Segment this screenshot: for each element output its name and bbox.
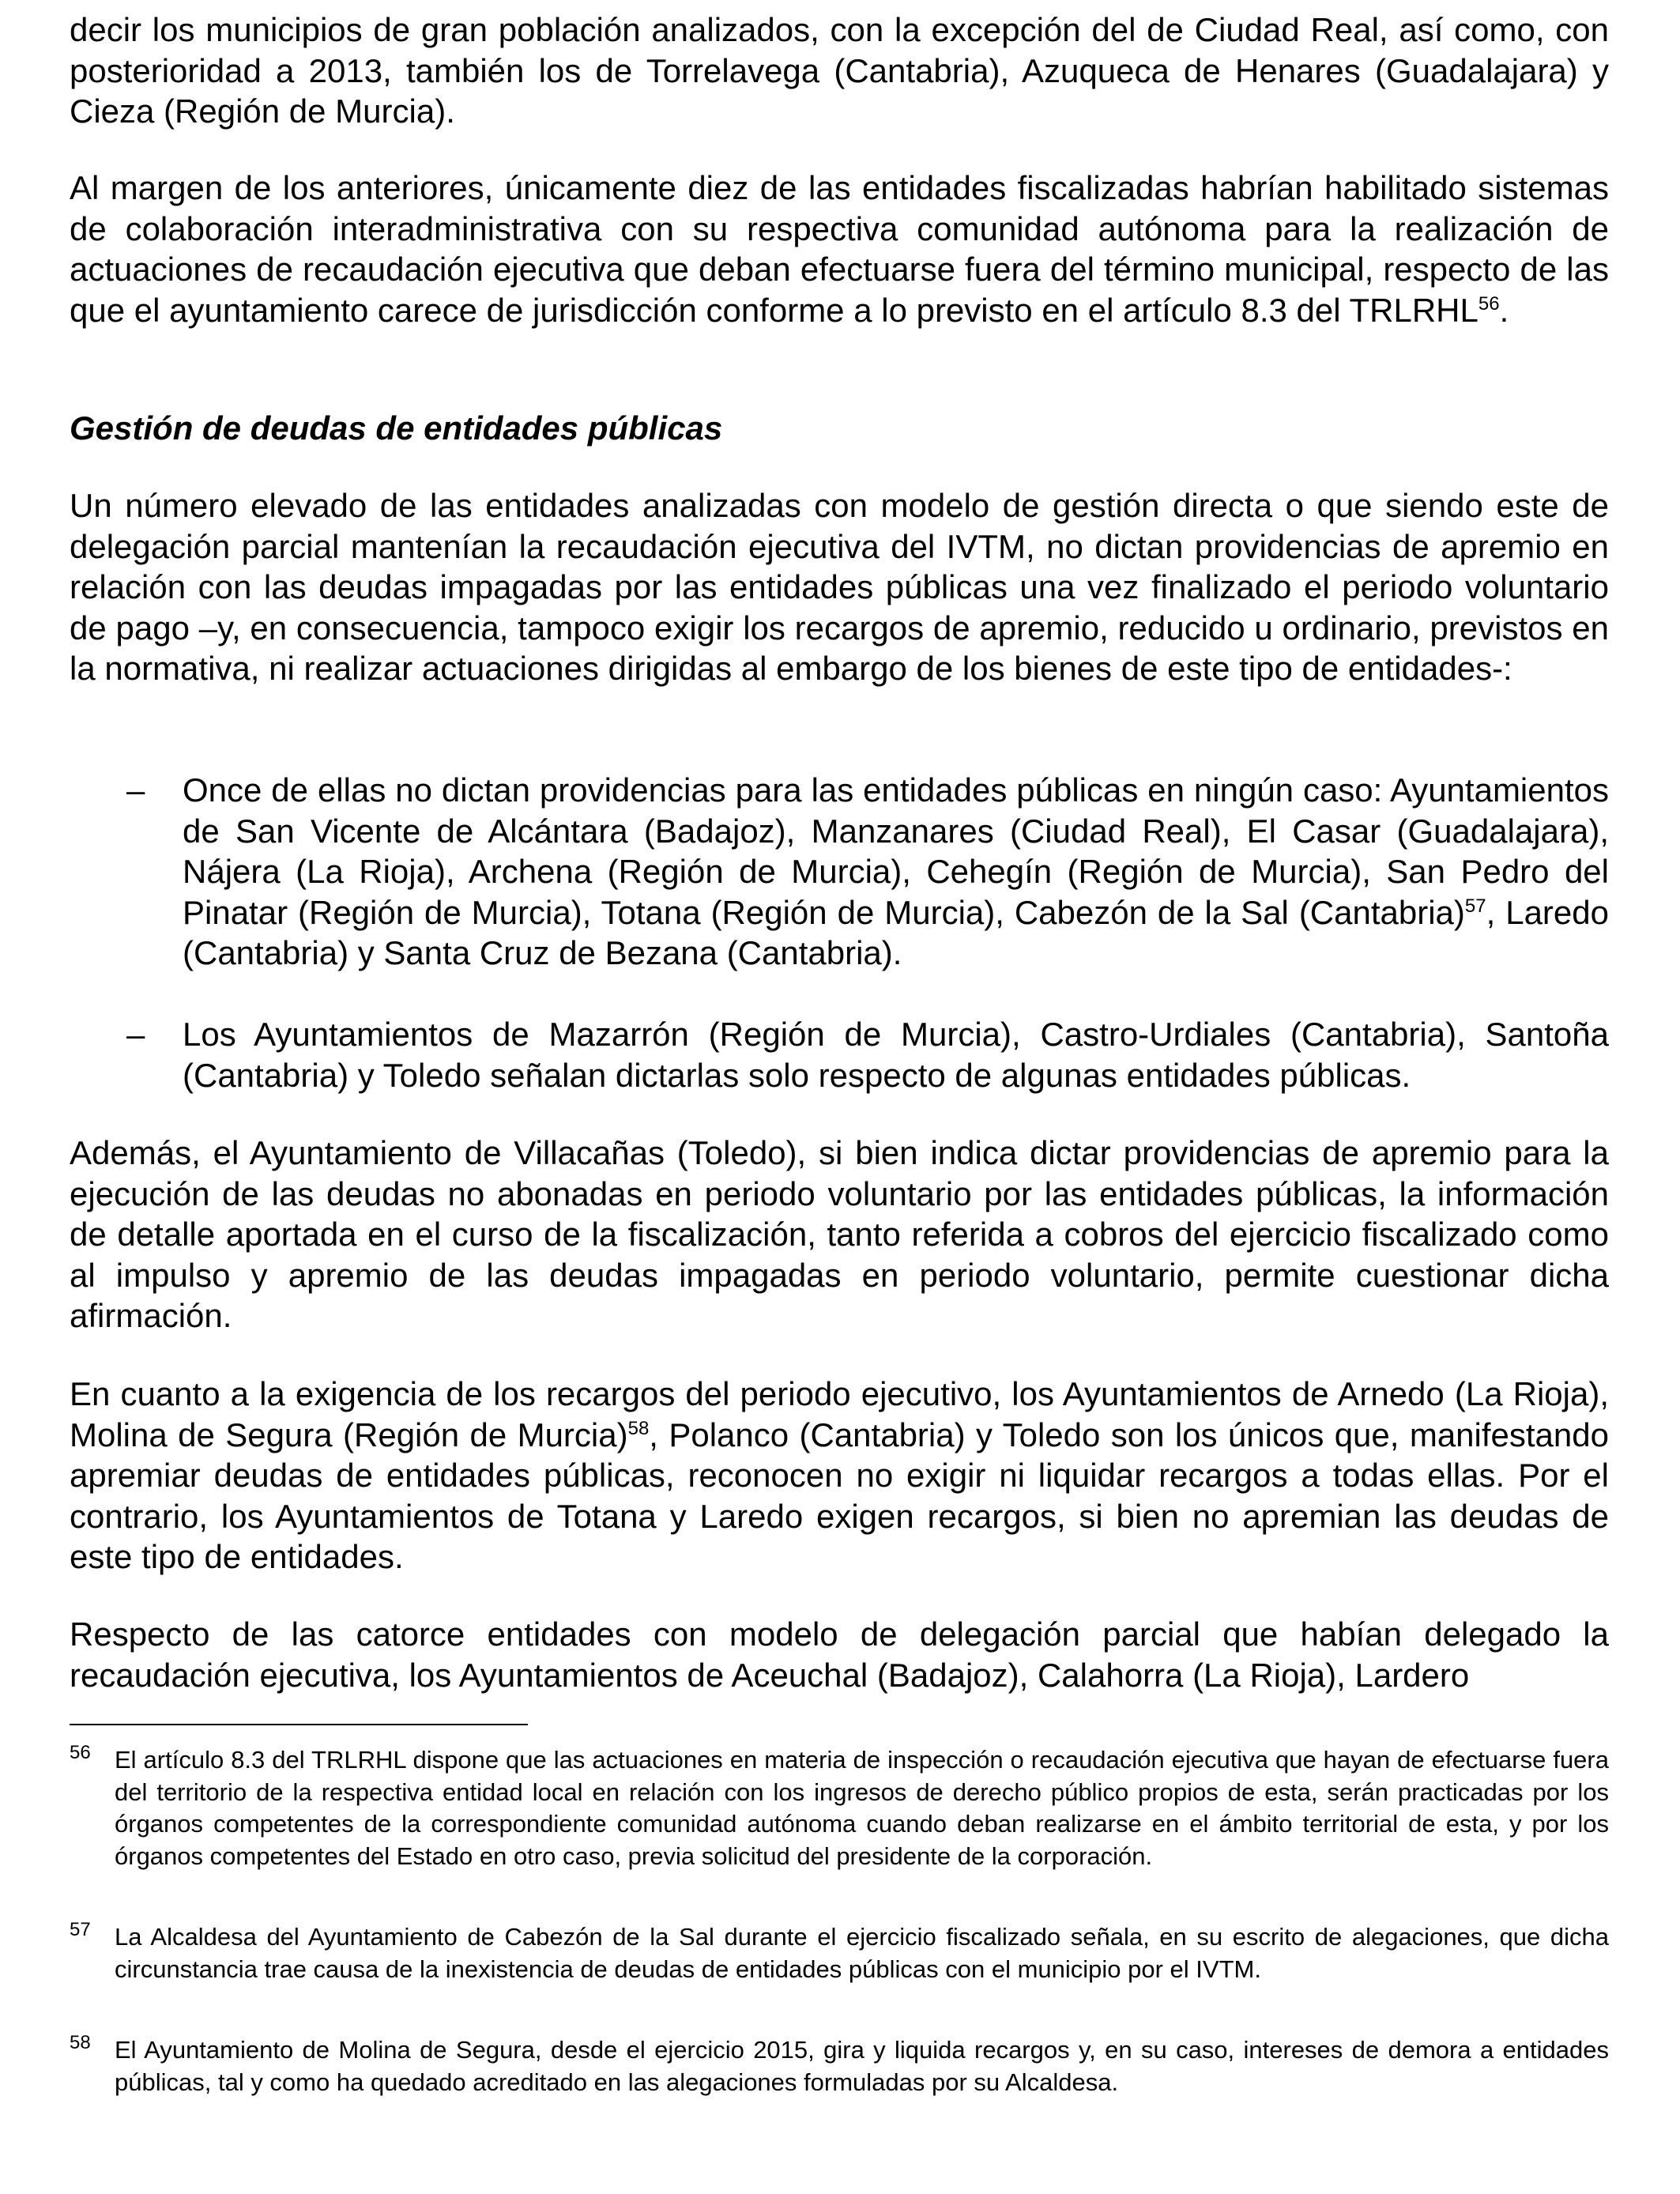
paragraph-3: Un número elevado de las entidades analizadas con modelo de gestión directa o que siendo este de delegación parcial mantenían la recaudación ejecutiva del IVTM, no dictan providencias de apremio en relación con las deudas impagadas por las entidades públicas una vez finalizado el periodo voluntario de pago –y, en consecuencia, tampoco exigir los recargos de apremio, reducido u ordinario, previstos en la normativa, ni realizar actuaciones dirigidas al embargo de los bienes de este tipo de entidades-: — [70, 487, 1609, 687]
footnote-ref-56[interactable]: 56 — [1478, 292, 1500, 315]
footnote-ref-57[interactable]: 57 — [1464, 895, 1486, 917]
bullet-dash-2: – — [126, 1016, 145, 1053]
paragraph-4: Además, el Ayuntamiento de Villacañas (Toledo), si bien indica dictar providencias de apremio para la ejecución de las deudas no abonadas en periodo voluntario por las entidades públicas, la información de detalle aportada en el curso de la fiscalización, tanto referida a cobros del ejercicio fiscalizado como al impulso y apremio de las deudas impagadas en periodo voluntario, permite cuestionar dicha afirmación. — [70, 1134, 1609, 1334]
paragraph-1: decir los municipios de gran población analizados, con la excepción del de Ciudad Real, así como, con posterioridad a 2013, también los de Torrelavega (Cantabria), Azuqueca de Henares (Guadalajara) y Cieza (Región de Murcia). — [70, 11, 1609, 130]
paragraph-5-text-b: , Polanco (Cantabria) y Toledo son los únicos que, manifestando apremiar deudas de entidades públicas, reconocen no exigir ni liquidar recargos a todas ellas. Por el contrario, los Ayuntamientos de Totana y Laredo exigen recargos, si bien no apremian las deudas de este tipo de entidades. — [70, 1416, 1609, 1575]
paragraph-2-end: . — [1499, 291, 1509, 329]
paragraph-5-text-a: En cuanto a la exigencia de los recargos del periodo ejecutivo, los Ayuntamientos de Arnedo (La Rioja), Molina de Segura (Región de Murcia) — [70, 1375, 1609, 1453]
footnote-56: El artículo 8.3 del TRLRHL dispone que las actuaciones en materia de inspección o recaudación ejecutiva que hayan de efectuarse fuera del territorio de la respectiva entidad local en relación con los ingresos de derecho público propios de esta, serán practicadas por los órganos competentes de la correspondiente comunidad autónoma cuando deban realizarse en el ámbito territorial de esta, y por los órganos competentes del Estado en otro caso, previa solicitud del presidente de la corporación. — [115, 1746, 1609, 1870]
footnote-57-number: 57 — [70, 1919, 91, 1940]
bullet-dash-1: – — [126, 771, 145, 809]
footnote-56-number: 56 — [70, 1742, 91, 1763]
paragraph-2-text: Al margen de los anteriores, únicamente diez de las entidades fiscalizadas habrían habilitado sistemas de colaboración interadministrativa con su respectiva comunidad autónoma para la realización de actuaciones de recaudación ejecutiva que deban efectuarse fuera del término municipal, respecto de las que el ayuntamiento carece de jurisdicción conforme a lo previsto en el artículo 8.3 del TRLRHL — [70, 169, 1609, 329]
footnote-ref-58[interactable]: 58 — [627, 1417, 650, 1439]
bullet-item-2: Los Ayuntamientos de Mazarrón (Región de Murcia), Castro-Urdiales (Cantabria), Santoña (Cantabria) y Toledo señalan dictarlas solo respecto de algunas entidades públicas. — [183, 1016, 1609, 1094]
section-heading: Gestión de deudas de entidades públicas — [70, 409, 723, 447]
footnote-separator — [70, 1724, 528, 1725]
footnote-57: La Alcaldesa del Ayuntamiento de Cabezón de la Sal durante el ejercicio fiscalizado señala, en su escrito de alegaciones, que dicha circunstancia trae causa de la inexistencia de deudas de entidades públicas con el municipio por el IVTM. — [115, 1923, 1609, 1983]
paragraph-5 — [70, 1374, 1609, 1578]
bullet-1-text: Once de ellas no dictan providencias para las entidades públicas en ningún caso: Ayuntamientos de San Vicente de Alcántara (Badajoz), Manzanares (Ciudad Real), El Casar (Guadalajara), Nájera (La Rioja), Archena (Región de Murcia), Cehegín (Región de Murcia), San Pedro del Pinatar (Región de Murcia), Totana (Región de Murcia), Cabezón de la Sal (Cantabria) — [183, 771, 1609, 931]
bullet-item-1 — [183, 770, 1609, 974]
footnote-58: El Ayuntamiento de Molina de Segura, desde el ejercicio 2015, gira y liquida recargos y, en su caso, intereses de demora a entidades públicas, tal y como ha quedado acreditado en las alegaciones formuladas por su Alcaldesa. — [115, 2036, 1609, 2096]
paragraph-2 — [70, 168, 1609, 330]
paragraph-6: Respecto de las catorce entidades con modelo de delegación parcial que habían delegado la recaudación ejecutiva, los Ayuntamientos de Aceuchal (Badajoz), Calahorra (La Rioja), Lardero — [70, 1615, 1609, 1694]
footnote-58-number: 58 — [70, 2032, 91, 2053]
bullet-1-end: , Laredo (Cantabria) y Santa Cruz de Bezana (Cantabria). — [183, 893, 1609, 971]
